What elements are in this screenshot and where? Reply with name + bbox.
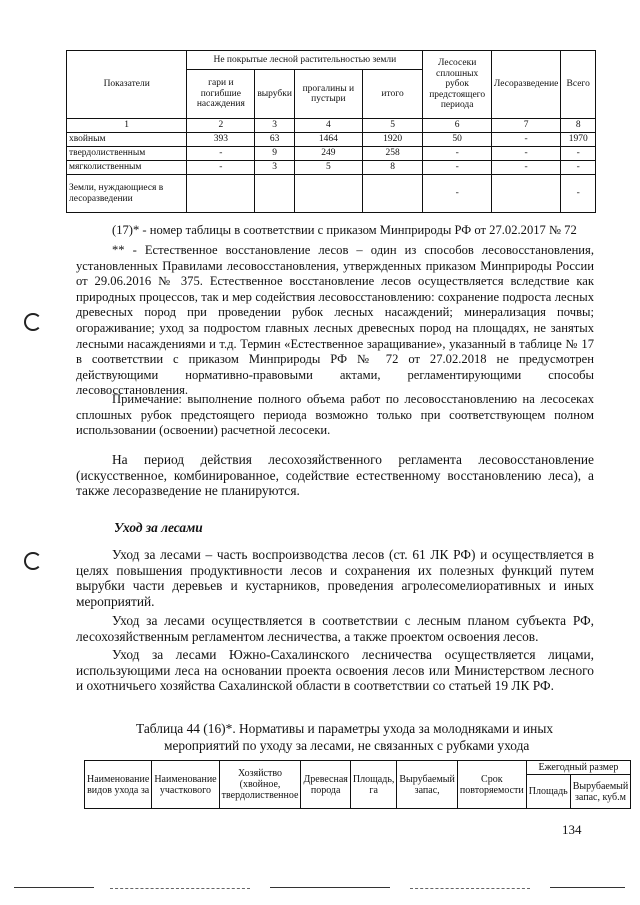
- paragraph-forest-care-definition: Уход за лесами – часть воспроизводства лесов (ст. 61 ЛК РФ) и осуществляется в целях повышения продуктивности лесов и сохранения их полезных функций путем вырубки части деревьев и кустарников, проведения агролесомелиоративных и иных мероприятий.: [76, 547, 594, 610]
- col-header-subtotal: итого: [362, 70, 423, 119]
- col-header-annual: Ежегодный размер: [526, 761, 631, 775]
- col-header-total: Всего: [561, 51, 596, 119]
- col-header-stock: Вырубаемый запас,: [397, 761, 458, 809]
- scan-rule: [14, 887, 94, 888]
- footnote-natural-regeneration: ** - Естественное восстановление лесов – один из способов лесовосстановления, установленных Правилами лесовосстановления, утвержденных приказом Минприроды России от 29.06.2016 № 375. Естественное восстановление лесов осуществляется вследствие как природных процессов, так и мер содействия лесовосстановлению: сохранение подроста лесных древесных пород при проведении рубок лесных насаждений; минерализация почвы; огораживание; уход за подростом главных лесных древесных пород на площадях, не занятых лесными насаждениями и т.д. Термин «Естественное заращивание», указанный в таблице № 17 в соответствии с приказом Минприроды РФ № 72 от 27.02.2018 не предусмотрен действующими нормативно-правовыми актами, регламентирующими способы лесовосстановления.: [76, 243, 594, 398]
- scan-rule: [550, 887, 625, 888]
- scan-rule: [110, 888, 250, 889]
- col-header-reforest: Лесоразведение: [491, 51, 560, 119]
- paragraph-forest-care-basis: Уход за лесами осуществляется в соответствии с лесным планом субъекта РФ, лесохозяйственным регламентом лесничества, а также проектом освоения лесов.: [76, 613, 594, 644]
- col-header-clearings: вырубки: [255, 70, 295, 119]
- punch-hole-mark: [24, 552, 42, 570]
- col-header-area: Площадь, га: [350, 761, 397, 809]
- col-header-district: Наименование участкового: [152, 761, 219, 809]
- care-norms-table: [84, 760, 631, 809]
- col-header-species: Древесная порода: [301, 761, 350, 809]
- paragraph-reforestation-plan: На период действия лесохозяйственного регламента лесовосстановление (искусственное, комбинированное, содействие естественному восстановлению леса), а также лесоразведение не планируются.: [76, 452, 594, 499]
- col-header-economy: Хозяйство (хвойное, твердолиственное: [219, 761, 301, 809]
- col-header-annual-stock: Вырубаемый запас, куб.м: [570, 775, 631, 809]
- col-header-annual-area: Площадь: [526, 775, 570, 809]
- punch-hole-mark: [24, 313, 42, 331]
- table-row: твердолиственным - 9 249 258 - - -: [67, 147, 596, 161]
- col-header-cutting: Лесосеки сплошных рубок предстоящего периода: [423, 51, 491, 119]
- scan-rule: [410, 888, 530, 889]
- col-header-burned: гари и погибшие насаждения: [187, 70, 255, 119]
- col-header-care-type: Наименование видов ухода за: [85, 761, 152, 809]
- table-row: мягколиственным - 3 5 8 - - -: [67, 161, 596, 175]
- paragraph-forest-care-executors: Уход за лесами Южно-Сахалинского лесничества осуществляется лицами, использующими леса на основании проекта освоения лесов или Министерством лесного и охотничьего хозяйства Сахалинской области в соответствии со статьей 19 ЛК РФ.: [76, 647, 594, 694]
- page-number: 134: [562, 822, 582, 837]
- section-heading: Уход за лесами: [114, 520, 203, 535]
- table-caption-line1: Таблица 44 (16)*. Нормативы и параметры ухода за молодняками и иных: [136, 721, 554, 736]
- indicators-table: [66, 50, 596, 213]
- footnote-table-number: (17)* - номер таблицы в соответствии с приказом Минприроды РФ от 27.02.2017 № 72: [112, 223, 577, 237]
- table-row: Земли, нуждающиеся в лесоразведении - -: [67, 175, 596, 213]
- col-header-repeat: Срок повторяемости: [457, 761, 526, 809]
- col-header-param: Показатели: [67, 51, 187, 119]
- col-header-glades: прогалины и пустыри: [294, 70, 362, 119]
- table-row-numbers: 1 2 3 4 5 6 7 8: [67, 119, 596, 133]
- note-cutting-areas: Примечание: выполнение полного объема работ по лесовосстановлению на лесосеках сплошных рубок предстоящего периода возможно только при соответствующем полном использовании (освоении) расчетной лесосеки.: [76, 392, 594, 438]
- table-row: хвойным 393 63 1464 1920 50 - 1970: [67, 133, 596, 147]
- col-header-group: Не покрытые лесной растительностью земли: [187, 51, 423, 70]
- table-caption-line2: мероприятий по уходу за лесами, не связанных с рубками ухода: [164, 738, 530, 753]
- scan-rule: [270, 887, 390, 888]
